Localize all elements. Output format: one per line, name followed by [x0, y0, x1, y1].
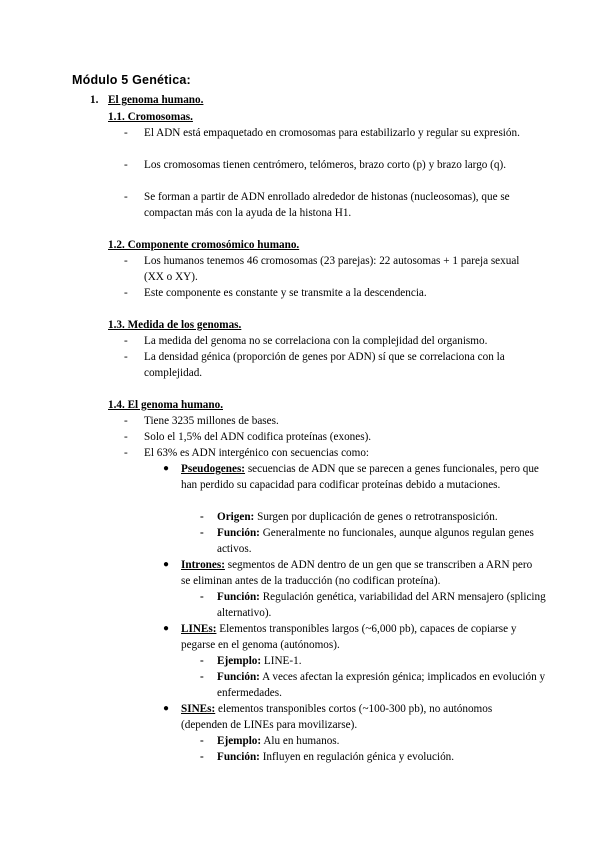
dash-marker: - [124, 191, 128, 203]
list-item: La densidad génica (proporción de genes por ADN) sí que se correlaciona con la complejidad. [144, 351, 505, 379]
dash-marker: - [200, 735, 204, 747]
chapter-title: El genoma humano. [108, 94, 204, 106]
bullet-icon: ● [163, 463, 170, 474]
sub-label: Función: [217, 527, 260, 539]
sub-item [217, 749, 547, 765]
bullet-icon: ● [163, 559, 170, 570]
term: Pseudogenes: [181, 463, 246, 475]
sub-label: Origen: [217, 511, 255, 523]
sub-text: Alu en humanos. [263, 735, 340, 747]
sub-label: Ejemplo: [217, 655, 262, 667]
sub-label: Función: [217, 591, 260, 603]
list-item: Se forman a partir de ADN enrollado alrededor de histonas (nucleosomas), que se compactan más con la ayuda de la histona H1. [144, 191, 510, 219]
dash-marker: - [200, 671, 204, 683]
sub-item [217, 733, 547, 749]
sub-text: Regulación genética, variabilidad del ARN mensajero (splicing alternativo). [217, 591, 546, 619]
sub-item [217, 653, 547, 669]
bullet-item-intrones [181, 557, 541, 589]
term: Intrones: [181, 559, 225, 571]
list-item: La medida del genoma no se correlaciona con la complejidad del organismo. [144, 335, 488, 347]
section-heading-1-1: 1.1. Cromosomas. [108, 111, 193, 123]
chapter-heading [90, 92, 203, 108]
sub-item [217, 509, 547, 525]
sub-label: Función: [217, 751, 260, 763]
dash-marker: - [124, 447, 128, 459]
dash-marker: - [124, 255, 128, 267]
sub-text: LINE-1. [263, 655, 302, 667]
definition: secuencias de ADN que se parecen a genes funcionales, pero que han perdido su capacidad para codificar proteínas debido a mutaciones. [181, 463, 539, 491]
bullet-icon: ● [163, 623, 170, 634]
term: SINEs: [181, 703, 216, 715]
sub-label: Función: [217, 671, 260, 683]
sub-item [217, 525, 547, 557]
bullet-item-pseudogenes [181, 461, 541, 493]
dash-marker: - [124, 287, 128, 299]
sub-label: Ejemplo: [217, 735, 262, 747]
definition: segmentos de ADN dentro de un gen que se transcriben a ARN pero se eliminan antes de la traducción (no codifican proteína). [181, 559, 533, 587]
sub-item [217, 669, 547, 701]
sub-item [217, 589, 547, 621]
dash-marker: - [124, 351, 128, 363]
dash-marker: - [200, 591, 204, 603]
dash-marker: - [200, 751, 204, 763]
list-item: El 63% es ADN intergénico con secuencias como: [144, 447, 370, 459]
chapter-number: 1. [90, 94, 99, 106]
dash-marker: - [124, 335, 128, 347]
bullet-icon: ● [163, 703, 170, 714]
section-heading-1-2: 1.2. Componente cromosómico humano. [108, 239, 300, 251]
list-item: Tiene 3235 millones de bases. [144, 415, 279, 427]
dash-marker: - [124, 431, 128, 443]
list-item: Solo el 1,5% del ADN codifica proteínas (exones). [144, 431, 372, 443]
dash-marker: - [124, 159, 128, 171]
section-heading-1-4: 1.4. El genoma humano. [108, 399, 223, 411]
list-item: Los cromosomas tienen centrómero, telómeros, brazo corto (p) y brazo largo (q). [144, 159, 507, 171]
dash-marker: - [124, 127, 128, 139]
definition: elementos transponibles cortos (~100-300 pb), no autónomos (dependen de LINEs para movilizarse). [181, 703, 493, 731]
section-heading-1-3: 1.3. Medida de los genomas. [108, 319, 242, 331]
definition: Elementos transponibles largos (~6,000 pb), capaces de copiarse y pegarse en el genoma (autónomos). [181, 623, 517, 651]
sub-text: Surgen por duplicación de genes o retrotransposición. [257, 511, 498, 523]
list-item: El ADN está empaquetado en cromosomas para estabilizarlo y regular su expresión. [144, 127, 520, 139]
dash-marker: - [200, 511, 204, 523]
dash-marker: - [200, 655, 204, 667]
term: LINEs: [181, 623, 217, 635]
dash-marker: - [124, 415, 128, 427]
list-item: Este componente es constante y se transmite a la descendencia. [144, 287, 427, 299]
bullet-item-sines [181, 701, 541, 733]
document-title: Módulo 5 Genética: [72, 73, 191, 87]
bullet-item-lines [181, 621, 541, 653]
list-item: Los humanos tenemos 46 cromosomas (23 parejas): 22 autosomas + 1 pareja sexual (XX o XY). [144, 255, 520, 283]
sub-text: Generalmente no funcionales, aunque algunos regulan genes activos. [217, 527, 534, 555]
sub-text: Influyen en regulación génica y evolución. [262, 751, 455, 763]
dash-marker: - [200, 527, 204, 539]
sub-text: A veces afectan la expresión génica; implicados en evolución y enfermedades. [217, 671, 546, 699]
